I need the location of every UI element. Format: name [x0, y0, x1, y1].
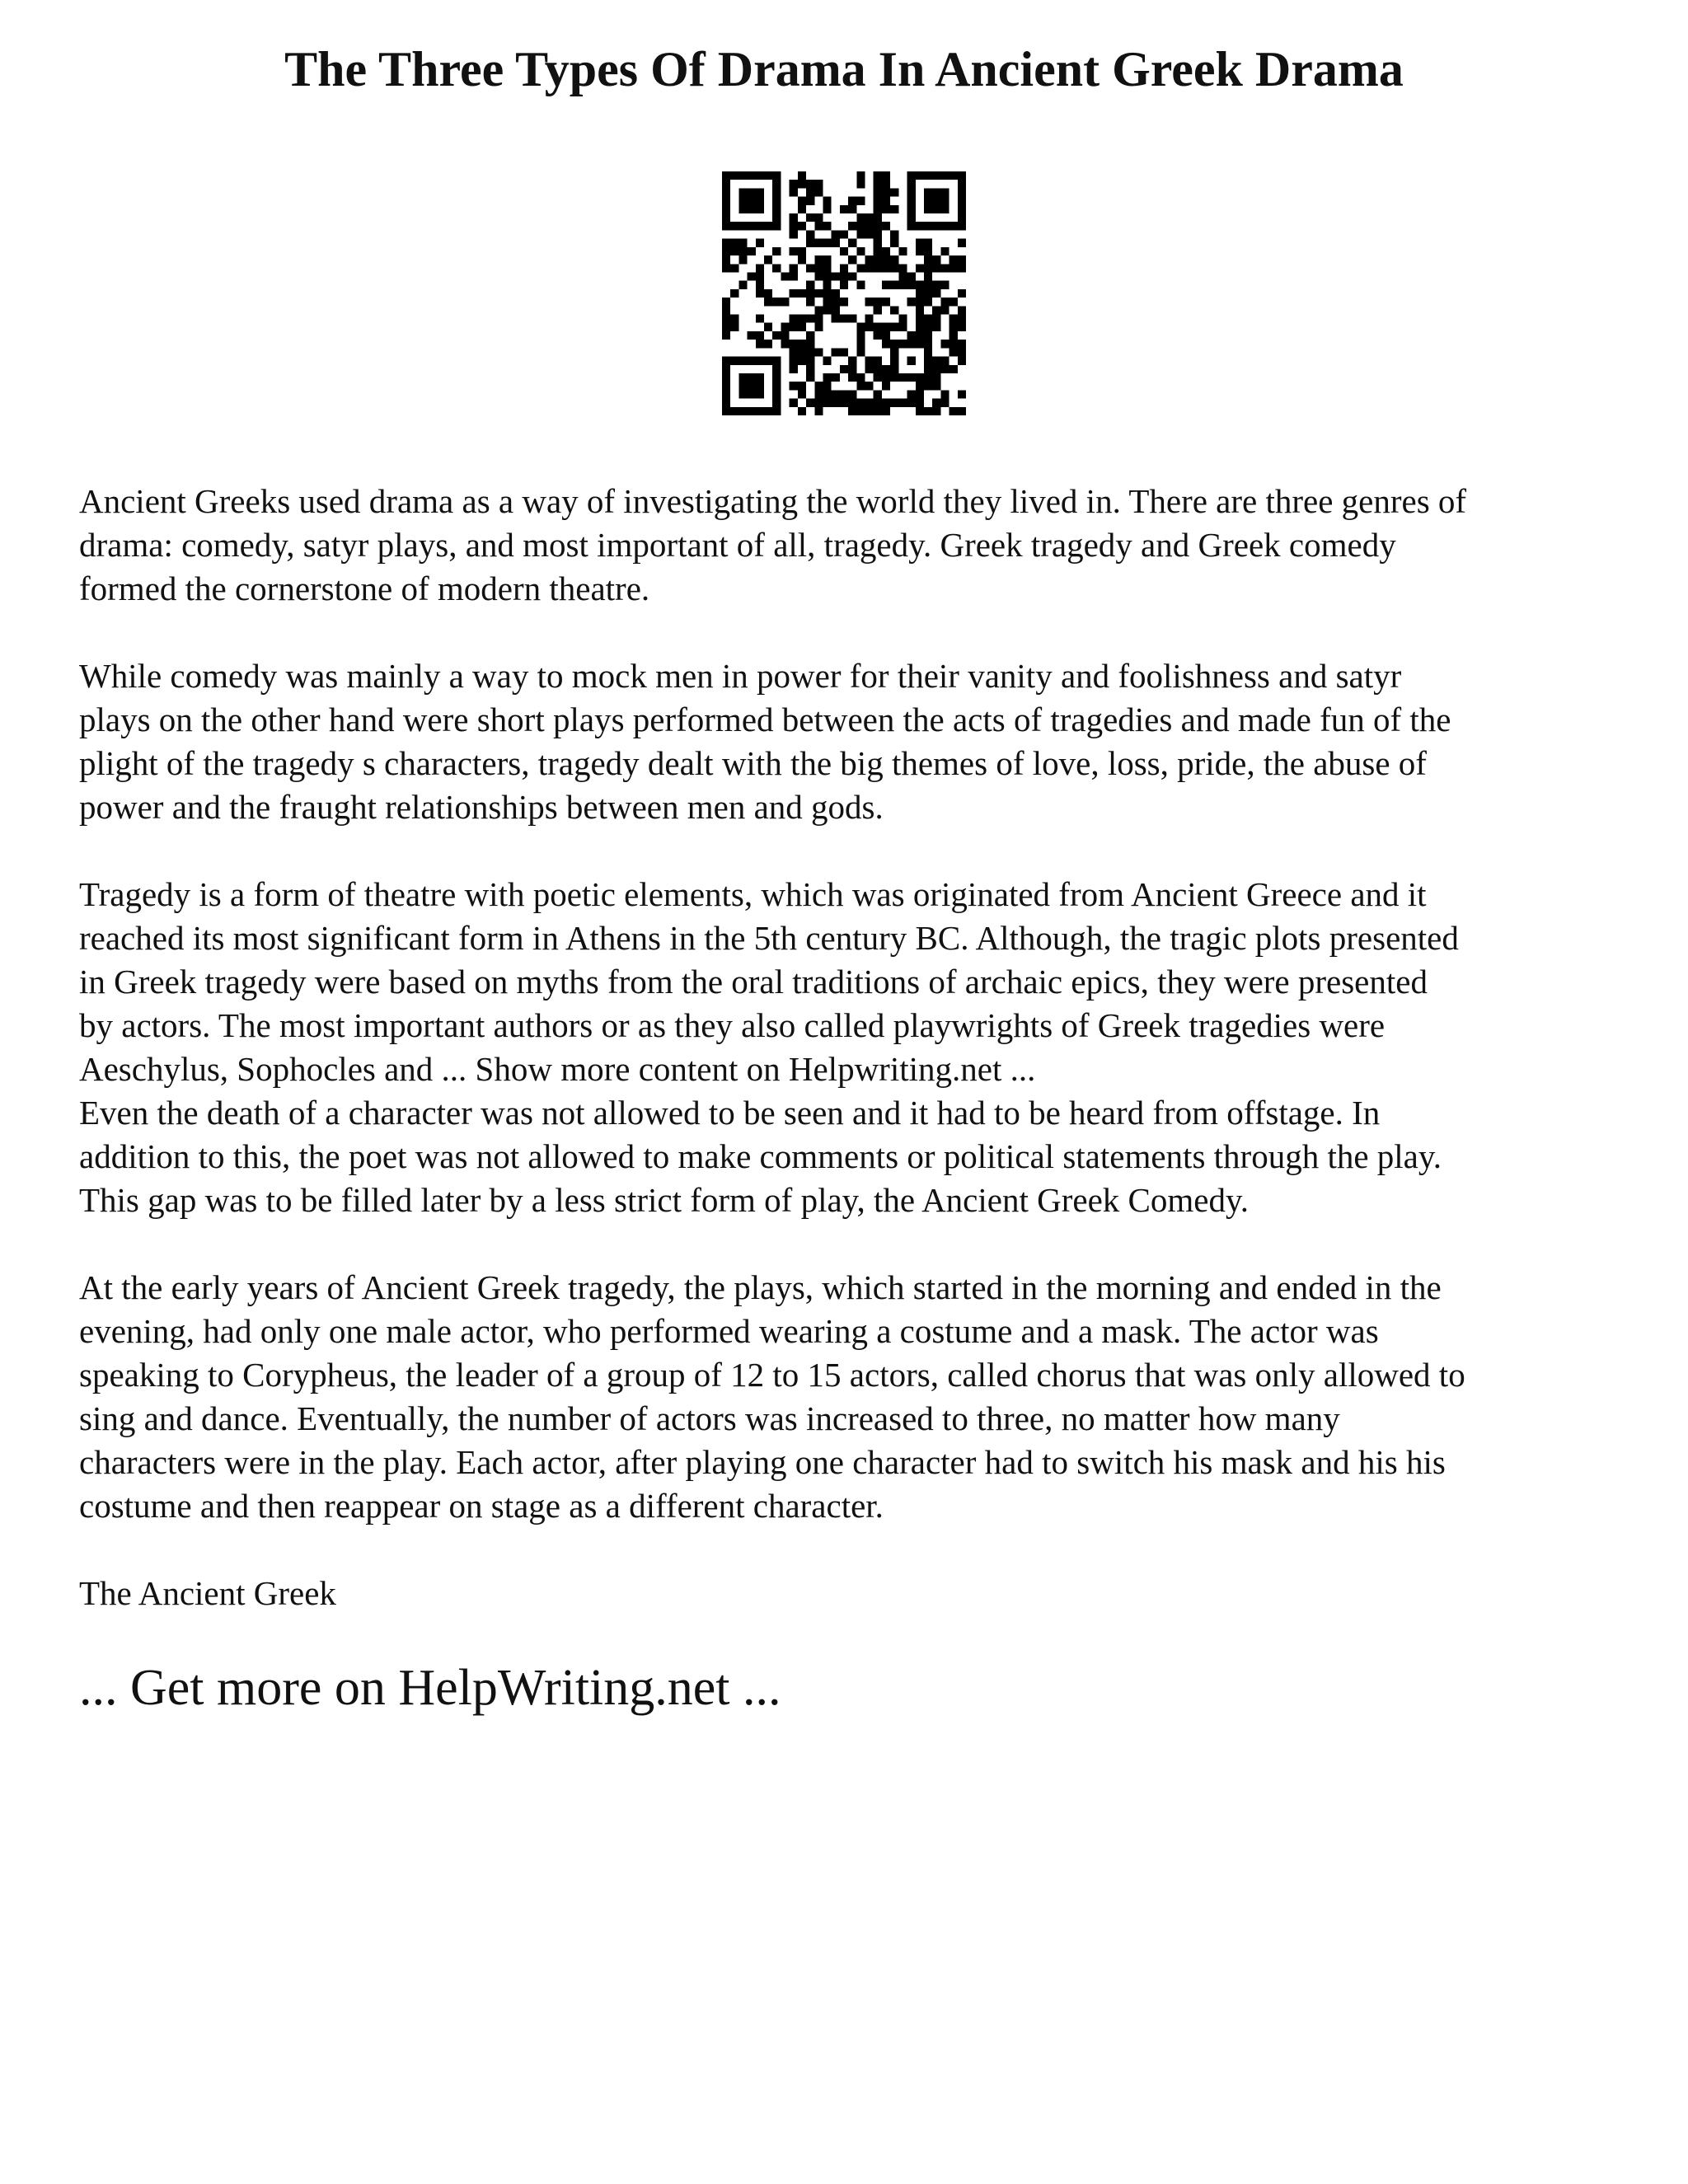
paragraph-closing: The Ancient Greek [79, 1574, 336, 1612]
document-title: The Three Types Of Drama In Ancient Greek Drama [284, 42, 1404, 96]
get-more-link[interactable]: ... Get more on HelpWriting.net ... [79, 1660, 781, 1716]
paragraph-tragedy: Tragedy is a form of theatre with poetic elements, which was originated from Ancient Greece and it reached its most significant form in Athens in the 5th century BC. Although, the tragic plots presented in Greek tragedy were based on myths from the oral traditions of archaic epics, they were presented by actors. The most important authors or as they also called playwrights of Greek tragedies were Aeschylus, Sophocles and ... Show more content on Helpwriting.net ... [79, 875, 1459, 1088]
paragraph-genres: Ancient Greeks used drama as a way of investigating the world they lived in. There are three genres of drama: comedy, satyr plays, and most important of all, tragedy. Greek tragedy and Greek comedy formed the cornerstone of modern theatre. [79, 482, 1467, 607]
qr-code-icon [722, 171, 966, 415]
paragraph-offstage: Even the death of a character was not allowed to be seen and it had to be heard from offstage. In addition to this, the poet was not allowed to make comments or political statements through the play. This gap was to be filled later by a less strict form of play, the Ancient Greek Comedy. [79, 1094, 1442, 1219]
paragraph-comedy-satyr: While comedy was mainly a way to mock men in power for their vanity and foolishness and satyr plays on the other hand were short plays performed between the acts of tragedies and made fun of the plight of the tragedy s characters, tragedy dealt with the big themes of love, loss, pride, the abuse of power and the fraught relationships between men and gods. [79, 657, 1451, 826]
document-body [79, 480, 1629, 1615]
paragraph-actors: At the early years of Ancient Greek tragedy, the plays, which started in the morning and ended in the evening, had only one male actor, who performed wearing a costume and a mask. The actor was speaking to Corypheus, the leader of a group of 12 to 15 actors, called chorus that was only allowed to sing and dance. Eventually, the number of actors was increased to three, no matter how many characters were in the play. Each actor, after playing one character had to switch his mask and his his costume and then reappear on stage as a different character. [79, 1268, 1465, 1525]
